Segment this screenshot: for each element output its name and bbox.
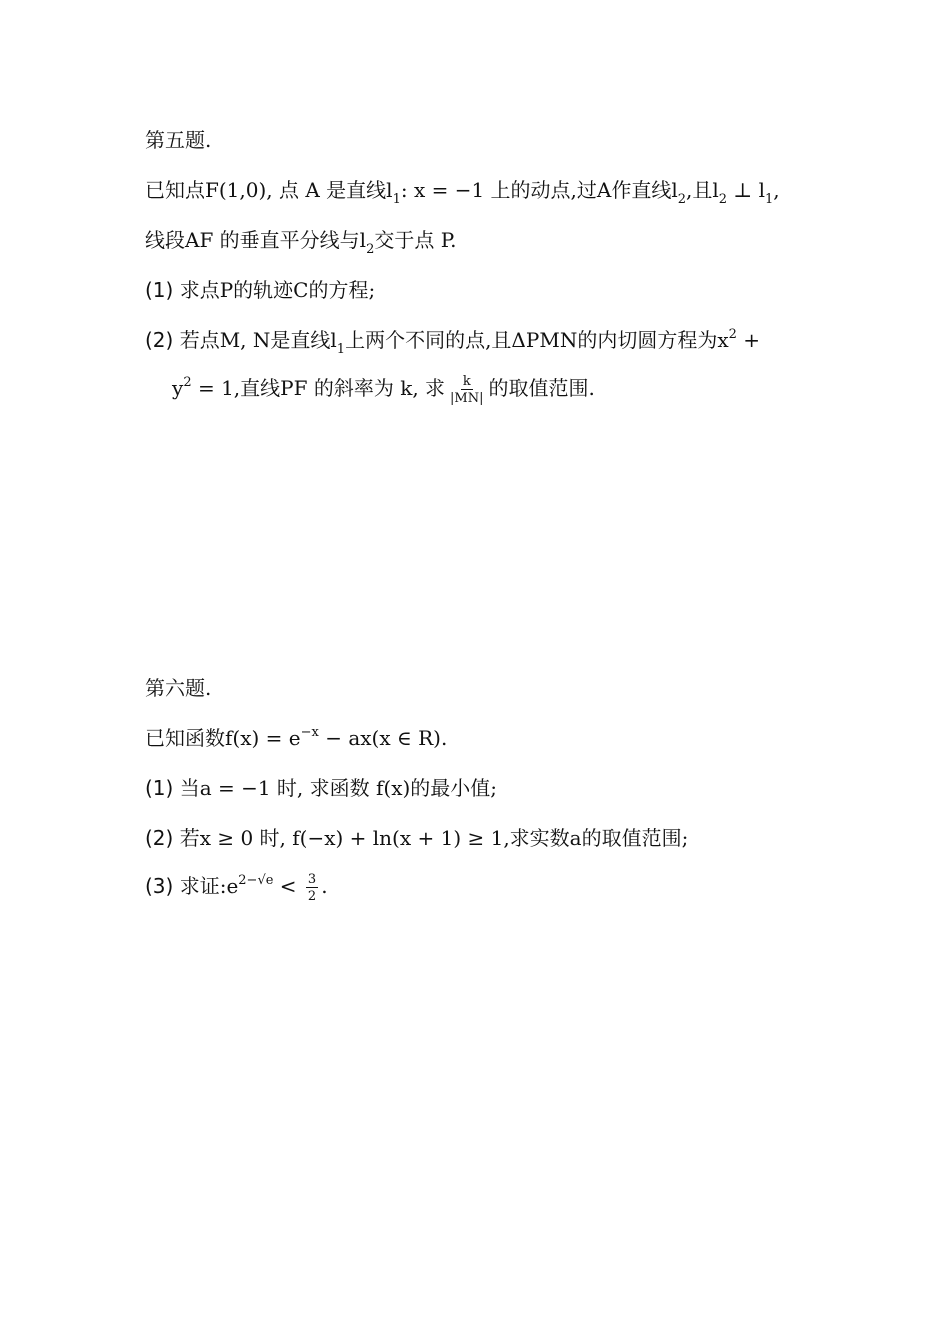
subscript: 1 — [764, 192, 774, 207]
part-label: (2) — [145, 826, 174, 850]
q5-heading: 第五题. — [145, 128, 212, 152]
fraction-denominator: 2 — [307, 888, 317, 904]
q6-heading: 第六题. — [145, 676, 212, 700]
q5-stem-text: ,且l — [686, 178, 719, 202]
superscript: 2−√e — [238, 873, 274, 888]
subscript: 2 — [366, 242, 375, 257]
subscript: 1 — [392, 192, 401, 207]
subscript: 1 — [336, 342, 346, 357]
fraction — [448, 375, 485, 405]
q5-stem-line-2 — [145, 226, 456, 258]
part-text: 的取值范围. — [488, 376, 595, 400]
fraction-denominator: |MN| — [450, 390, 484, 406]
part-label: (1) — [145, 278, 174, 302]
q5-stem-text: 已知点F(1,0), 点 A 是直线l — [145, 178, 393, 202]
part-text: 若x ≥ 0 时, f(−x) + ln(x + 1) ≥ 1,求实数a的取值范围; — [173, 826, 689, 850]
fraction-numerator: 3 — [307, 871, 317, 887]
q5-stem-text: ⊥ l — [727, 178, 765, 202]
part-text: < — [273, 874, 303, 898]
fraction-numerator: k — [462, 373, 471, 389]
part-label: (3) — [145, 874, 174, 898]
q5-part-2-continued — [172, 374, 595, 406]
q6-stem-text: − ax(x ∈ R). — [318, 726, 448, 750]
q5-part-2 — [145, 326, 760, 358]
q5-stem-text: , — [773, 178, 780, 202]
part-label: (2) — [145, 328, 174, 352]
part-text: 上两个不同的点,且ΔPMN的内切圆方程为x — [345, 328, 729, 352]
part-text: 求点P的轨迹C的方程; — [173, 278, 376, 302]
subscript: 2 — [677, 192, 687, 207]
fraction — [306, 873, 318, 903]
part-text: y — [172, 376, 184, 400]
q6-part-3 — [145, 872, 328, 904]
q5-part-1 — [145, 276, 375, 304]
superscript: 2 — [183, 375, 192, 390]
q6-part-1 — [145, 774, 497, 802]
part-text: 求证:e — [173, 874, 239, 898]
part-text: 若点M, N是直线l — [173, 328, 337, 352]
q5-stem-line-1 — [145, 176, 780, 208]
part-text: + — [736, 328, 760, 352]
part-label: (1) — [145, 776, 174, 800]
subscript: 2 — [718, 192, 728, 207]
q6-stem-text: 已知函数f(x) = e — [145, 726, 301, 750]
q6-stem — [145, 724, 447, 756]
q6-part-2 — [145, 824, 688, 852]
superscript: 2 — [728, 327, 737, 342]
part-text: = 1,直线PF 的斜率为 k, 求 — [191, 376, 446, 400]
q5-stem-text: : x = −1 上的动点,过A作直线l — [400, 178, 678, 202]
superscript: −x — [300, 725, 319, 740]
part-text: 当a = −1 时, 求函数 f(x)的最小值; — [173, 776, 498, 800]
q5-stem-text: 交于点 P. — [374, 228, 457, 252]
q5-stem-text: 线段AF 的垂直平分线与l — [145, 228, 367, 252]
part-text: . — [321, 874, 328, 898]
